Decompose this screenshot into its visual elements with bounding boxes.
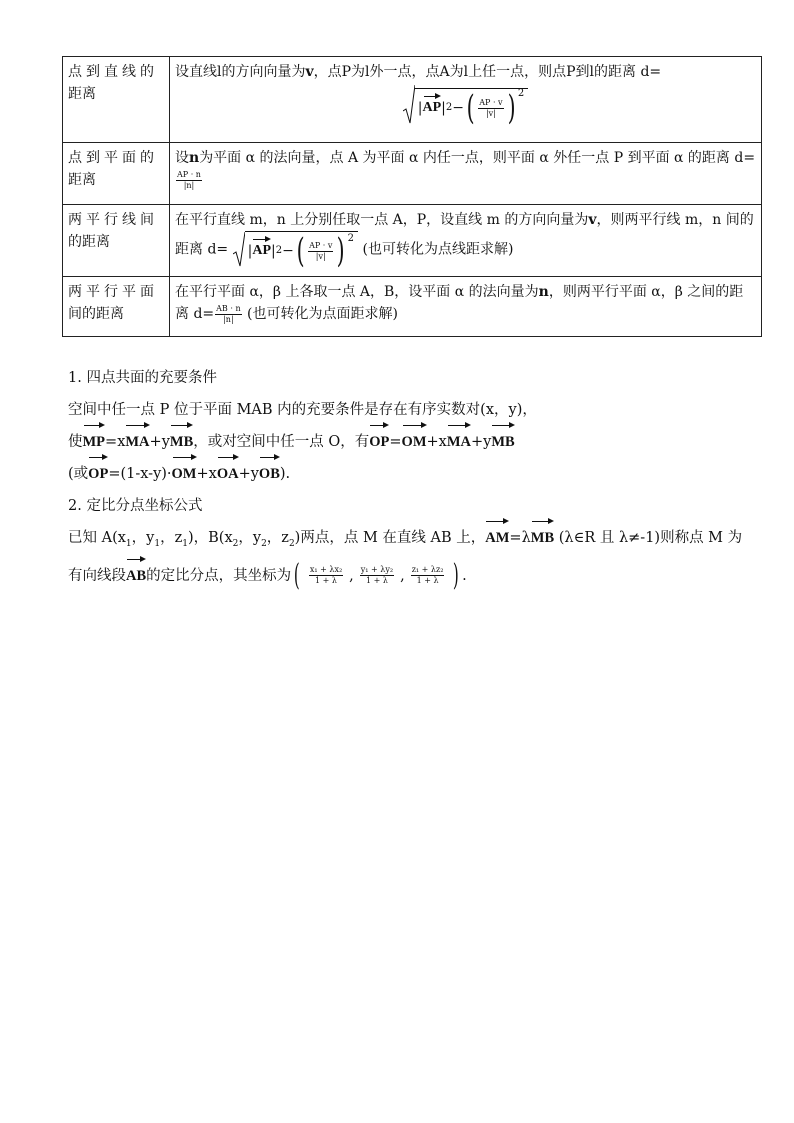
row-content: 设n为平面 α 的法向量，点 A 为平面 α 内任一点，则平面 α 外任一点 P 到平面 α 的距离 d= $\frac{AP \cdot n}{|n|}$ [170, 143, 762, 205]
formula-sqrt: | AP | 2 − ( $\frac{AP \cdot v}{|v|}$ ) $^2$ [233, 231, 358, 268]
row-content: 设直线l的方向向量为v，点P为l外一点，点A为l上任一点，则点P到l的距离 d= | AP | 2 − ( $\frac{AP \cdot v}{|v|}$ ) $^2$ [170, 57, 762, 143]
table-row [63, 277, 762, 337]
sqrt-icon [403, 85, 415, 125]
section-heading: 2. 定比分点坐标公式 [68, 498, 203, 514]
row-label: 点到直线的 距离 [63, 57, 170, 143]
formula-sqrt: | AP | 2 − ( $\frac{AP \cdot v}{|v|}$ ) $^2$ [175, 85, 756, 132]
table-row [63, 57, 762, 143]
paragraph-line: 已知 $A(x_1$，$y_1$，$z_1$)，$B(x_2$，$y_2$，$z_2$)两点，点 M 在直线 AB 上，AM=λMB (λ∈R 且 λ≠-1)则称点 M 为 [68, 522, 768, 560]
paragraph-line: 空间中任一点 P 位于平面 MAB 内的充要条件是存在有序实数对(x，y)， [68, 402, 537, 418]
coord-fraction: $\frac{\text{x₁ + λx₂}}{1 + \lambda}$ [309, 565, 343, 586]
table-row [63, 205, 762, 277]
row-label: 两平行平面 间的距离 [63, 277, 170, 337]
coord-fraction: $\frac{\text{y₁ + λy₂}}{1 + \lambda}$ [360, 565, 394, 586]
row-content: 在平行直线 m，n 上分别任取一点 A，P，设直线 m 的方向向量为v，则两平行线 m，n 间的距离 d= | AP | 2 − ( $\frac{AP \cdot v}{|v|}$ ) $^2$ (也可转化为点线距求解) [170, 205, 762, 277]
section-heading: 1. 四点共面的充要条件 [68, 370, 217, 386]
paragraph-line: (或OP=(1-x-y)·OM+xOA+yOB). [68, 458, 768, 490]
row-label: 两平行线间 的距离 [63, 205, 170, 277]
formula-table-container [62, 56, 762, 337]
sqrt-icon [233, 232, 245, 268]
section-coplanar [68, 362, 768, 592]
row-content: 在平行平面 α，β 上各取一点 A，B，设平面 α 的法向量为n，则两平行平面 α，β 之间的距离 d= $\frac{AB \cdot n}{|n|}$ (也可转化为点面距求解) [170, 277, 762, 337]
formula-fraction: $\frac{AP \cdot n}{|n|}$ [177, 169, 201, 190]
coord-fraction: $\frac{\text{z₁ + λz₂}}{1 + \lambda}$ [411, 565, 444, 586]
paragraph-line: 使MP=xMA+yMB，或对空间中任一点 O，有OP=OM+xMA+yMB [68, 426, 768, 458]
table-row [63, 143, 762, 205]
paragraph-line: 有向线段AB的定比分点，其坐标为( $\frac{\text{x₁ + λx₂}}{1 + \lambda}$ , $\frac{\text{y₁ + λy₂}}{1 + \lambda}$ , $\frac{\text{z₁ + λz₂}}{1 + \lambda}$ ) . [68, 557, 467, 593]
formula-fraction: $\frac{AB \cdot n}{|n|}$ [216, 303, 241, 324]
row-label: 点到平面的 距离 [63, 143, 170, 205]
distance-formula-table [62, 56, 762, 337]
